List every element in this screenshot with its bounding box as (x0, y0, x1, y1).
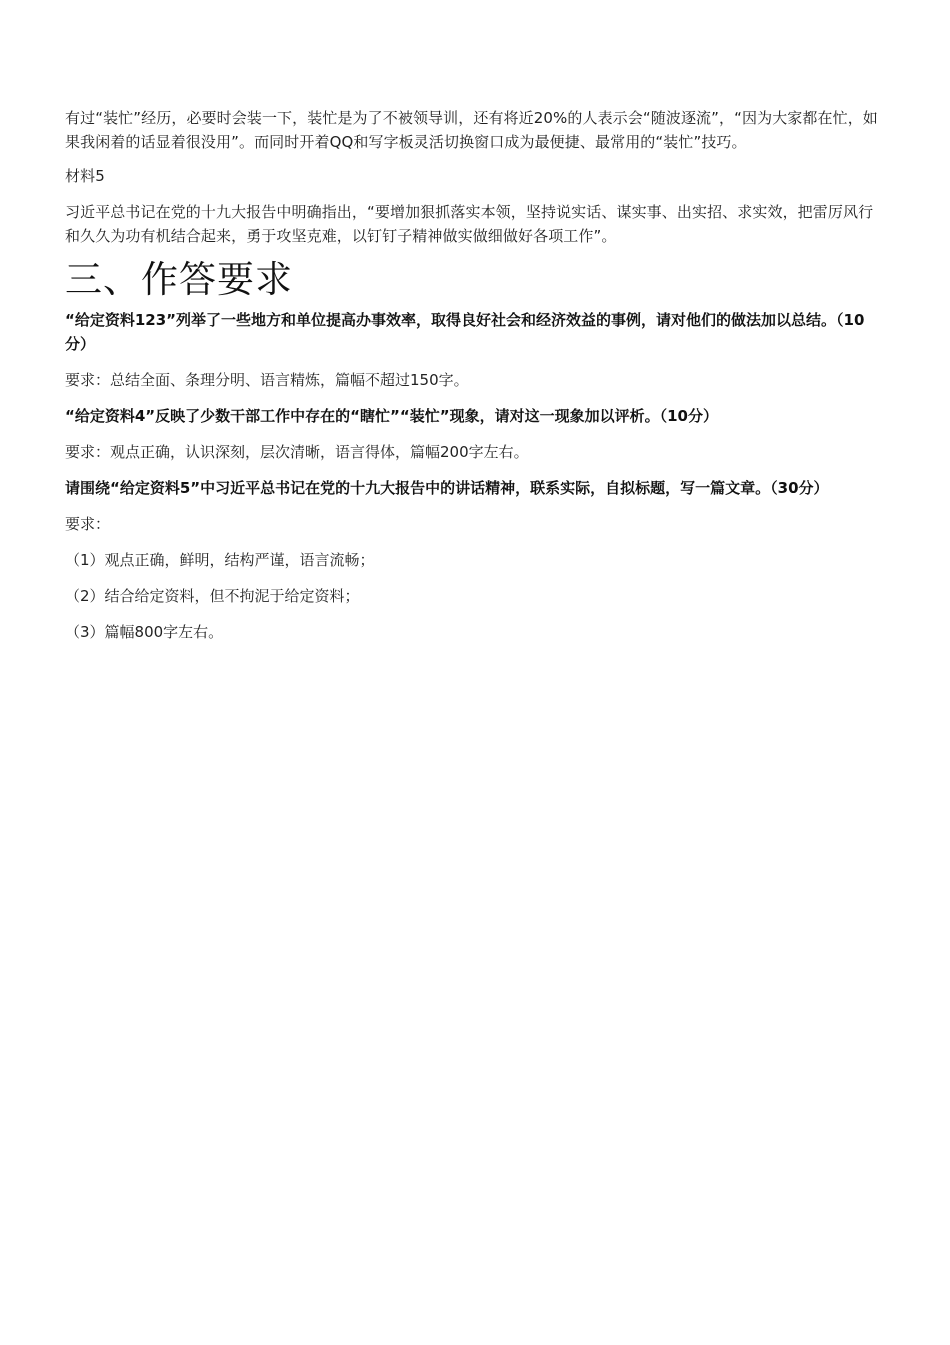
section-heading: 三、作答要求 (65, 258, 293, 301)
essay-requirement-2: （2）结合给定资料，但不拘泥于给定资料； (65, 587, 360, 605)
question-3-requirement: 要求： (65, 515, 111, 533)
question-2-prompt: “给定资料4”反映了少数干部工作中存在的“瞎忙”“装忙”现象，请对这一现象加以评析。（10分） (65, 407, 718, 425)
essay-requirement-1: （1）观点正确，鲜明，结构严谨，语言流畅； (65, 551, 375, 569)
question-3-prompt: 请围绕“给定资料5”中习近平总书记在党的十九大报告中的讲话精神，联系实际，自拟标题，写一篇文章。（30分） (65, 479, 829, 497)
material-4-continuation: 有过“装忙”经历，必要时会装一下，装忙是为了不被领导训，还有将近20%的人表示会“随波逐流”，“因为大家都在忙，如果我闲着的话显着很没用”。而同时开着QQ和写字板灵活切换窗口成为最便捷、最常用的“装忙”技巧。 (65, 109, 878, 151)
question-1-requirement: 要求：总结全面、条理分明、语言精炼，篇幅不超过150字。 (65, 371, 469, 389)
essay-requirement-3: （3）篇幅800字左右。 (65, 623, 224, 641)
document-page (65, 106, 885, 656)
question-2-requirement: 要求：观点正确，认识深刻，层次清晰，语言得体，篇幅200字左右。 (65, 443, 529, 461)
material-5-text: 习近平总书记在党的十九大报告中明确指出，“要增加狠抓落实本领，坚持说实话、谋实事、出实招、求实效，把雷厉风行和久久为功有机结合起来，勇于攻坚克难，以钉钉子精神做实做细做好各项工作”。 (65, 203, 874, 245)
material-5-label: 材料5 (65, 167, 105, 185)
question-1-prompt: “给定资料123”列举了一些地方和单位提高办事效率，取得良好社会和经济效益的事例，请对他们的做法加以总结。（10分） (65, 311, 865, 353)
